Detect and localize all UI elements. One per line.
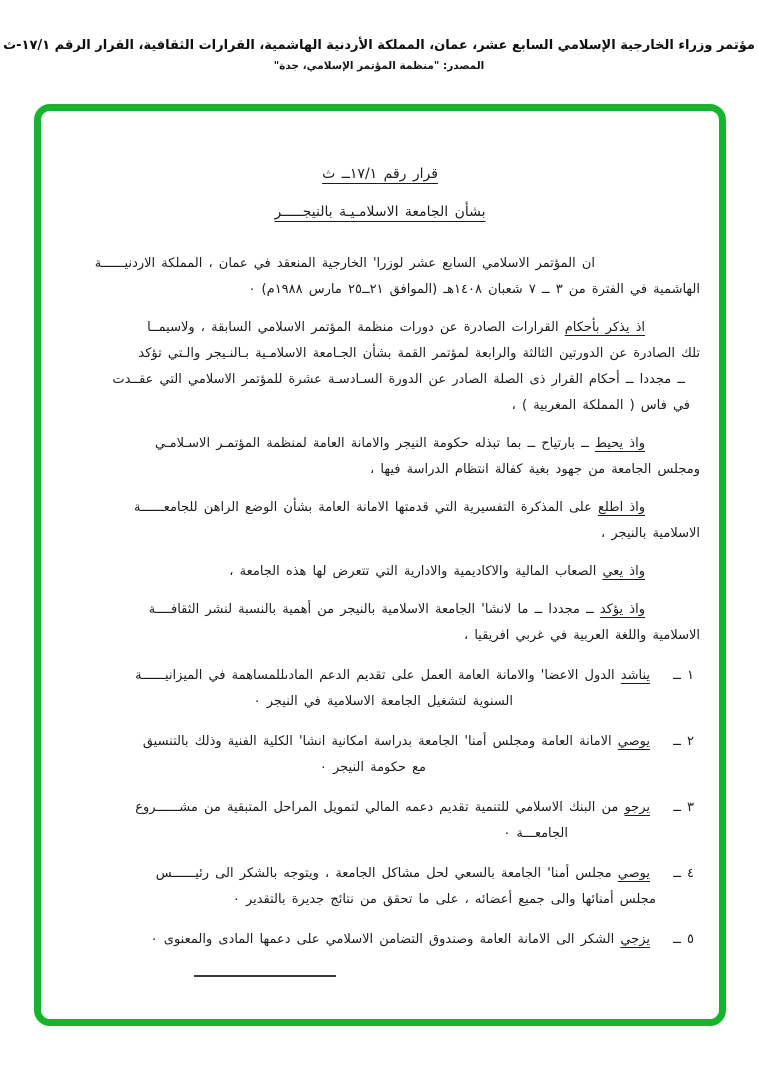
preamble-paragraph (60, 597, 700, 649)
line-text: القرارات الصادرة عن دورات منظمة المؤتمر الاسلامي السابقة ، ولاسيمــا (147, 320, 565, 335)
item-line: مع حكومة النيجر ٠ (319, 760, 426, 775)
preamble-paragraph (60, 559, 700, 585)
preamble-paragraph (60, 495, 700, 547)
header-source (0, 60, 758, 72)
source-label: المصدر: (443, 60, 485, 72)
paragraph-line (60, 431, 645, 457)
resolution-item (60, 927, 700, 953)
resolution-items-section (60, 663, 700, 953)
line-text: ان المؤتمر الاسلامي السابع عشر لوزرا' الخارجية المنعقد في عمان ، المملكة الاردنيــــــة (94, 256, 595, 271)
item-line (60, 729, 694, 755)
decision-title: قرار رقم ١٧/١ــ ث (322, 166, 438, 182)
item-line: مجلس أمنائها والى جميع أعضائه ، على ما تحقق من نتائج جديرة بالتقدير ٠ (232, 892, 656, 907)
lead-word: يرجو (624, 800, 650, 815)
line-text: الدول الاعضا' والامانة العامة العمل على تقديم الدعم المادىللمساهمة في الميزانيــــــة (135, 668, 621, 683)
line-text: مجلس أمنا' الجامعة بالسعي لحل مشاكل الجامعة ، ويتوجه بالشكر الى رئيــــــس (155, 866, 618, 881)
item-line (60, 861, 694, 887)
resolution-item (60, 795, 700, 847)
paragraph-line: الاسلامية واللغة العربية في غربي افريقيا ، (464, 628, 700, 643)
line-text: على المذكرة التفسيرية التي قدمتها الامانة العامة بشأن الوضع الراهن للجامعــــــة (133, 500, 598, 515)
lead-word: يزجي (620, 932, 650, 947)
item-number: ٢ ــ (673, 734, 694, 749)
green-border-frame (34, 104, 726, 1026)
resolution-item (60, 861, 700, 913)
preamble-paragraph (60, 431, 700, 483)
decision-subject: بشأن الجامعة الاسلامـيـة بالنيجـــــر (274, 204, 486, 220)
line-text: من البنك الاسلامي للتنمية تقديم دعمه المالي لتمويل المراحل المتبقية من مشــــــروع (135, 800, 625, 815)
preamble-section (60, 251, 700, 649)
item-line: السنوية لتشغيل الجامعة الاسلامية في النيجر ٠ (253, 694, 513, 709)
item-number: ٤ ــ (673, 866, 694, 881)
lead-word: اذ يذكر بأحكام (564, 320, 645, 335)
lead-word: يناشد (620, 668, 650, 683)
header-citation: مؤتمر وزراء الخارجية الإسلامي السابع عشر، عمان، المملكة الأردنية الهاشمية، القرارات الثقافية، القرار الرقم ١٧/١-ث (3, 38, 755, 53)
lead-word: يوصي (617, 734, 650, 749)
resolution-item (60, 663, 700, 715)
lead-word: واذ يعي (602, 564, 645, 579)
item-line (60, 927, 694, 953)
item-number: ٥ ــ (673, 932, 694, 947)
paragraph-line: الهاشمية في الفترة من ٣ ــ ٧ شعبان ١٤٠٨هـ (الموافق ٢١ــ٢٥ مارس ١٩٨٨م) ٠ (248, 282, 700, 297)
preamble-paragraph (60, 251, 700, 303)
paragraph-line (60, 315, 645, 341)
line-text: ــ بارتياح ــ بما تبذله حكومة النيجر والامانة العامة لمنظمة المؤتمـر الاسـلامـي (154, 436, 595, 451)
paragraph-line: في فاس ( المملكة المغربية ) ، (511, 398, 690, 413)
paragraph-line (60, 495, 645, 521)
paragraph-line (60, 251, 595, 277)
lead-word: يوصي (617, 866, 650, 881)
lead-word: واذ يحيط (594, 436, 645, 451)
preamble-paragraph (60, 315, 700, 419)
line-text: الامانة العامة ومجلس أمنا' الجامعة بدراسة امكانية انشا' الكلية الفنية وذلك بالتنسيق (142, 734, 618, 749)
item-line: الجامعـــة ٠ (503, 826, 568, 841)
paragraph-line: الاسلامية بالنيجر ، (601, 526, 700, 541)
resolution-item (60, 729, 700, 781)
decision-subject-row (60, 199, 700, 225)
line-text: ــ مجددا ــ ما لانشا' الجامعة الاسلامية بالنيجر من أهمية بالنسبة لنشر الثقافــــة (148, 602, 600, 617)
item-number: ٣ ــ (673, 800, 694, 815)
paragraph-line: ومجلس الجامعة من جهود بغية كفالة انتظام الدراسة فيها ، (370, 462, 700, 477)
paragraph-line: ــ مجددا ــ أحكام القرار ذى الصلة الصادر عن الدورة السـادسـة عشرة للمؤتمر الاسلامي التي عقــدت (112, 372, 685, 387)
document-scan (41, 111, 719, 1019)
end-divider (194, 975, 336, 977)
paragraph-line: تلك الصادرة عن الدورتين الثالثة والرابعة لمؤتمر القمة بشأن الجـامعة الاسلامـية بـالنـيجر والـتي تؤكد (138, 346, 700, 361)
lead-word: واذ اطلع (598, 500, 645, 515)
line-text: الشكر الى الامانة العامة وصندوق التضامن الاسلامي على دعمها المادى والمعنوى ٠ (150, 932, 621, 947)
paragraph-line (60, 559, 645, 585)
source-value: "منظمة المؤتمر الإسلامي، جدة" (273, 60, 440, 72)
item-line (60, 795, 694, 821)
item-number: ١ ــ (673, 668, 694, 683)
item-line (60, 663, 694, 689)
line-text: الصعاب المالية والاكاديمية والادارية التي تتعرض لها هذه الجامعة ، (229, 564, 603, 579)
paragraph-line (60, 597, 645, 623)
decision-title-row (60, 161, 700, 187)
lead-word: واذ يؤكد (599, 602, 645, 617)
